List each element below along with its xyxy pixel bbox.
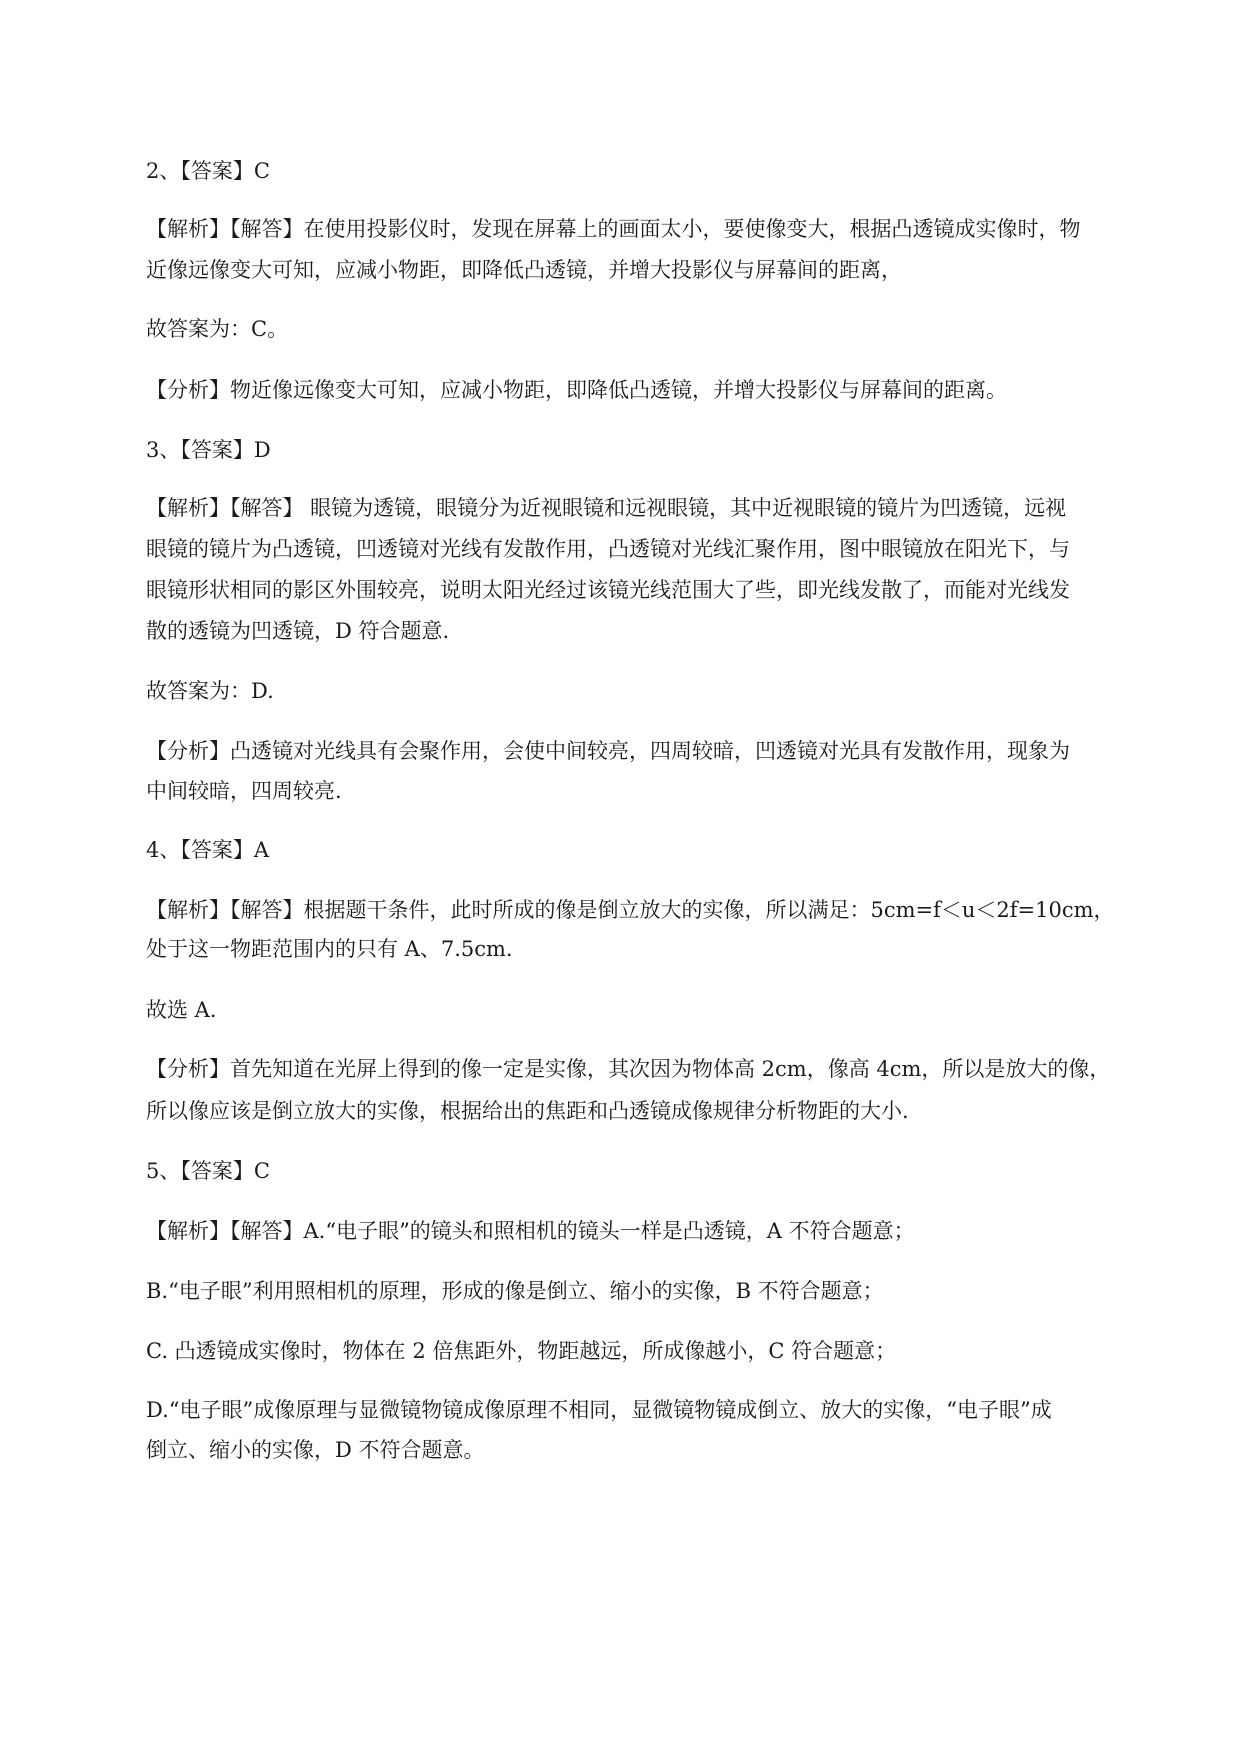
answer-3-explanation-line-1: 【解析】【解答】 眼镜为透镜，眼镜分为近视眼镜和远视眼镜，其中近视眼镜的镜片为凹透镜，远视 bbox=[146, 496, 1067, 520]
answer-2-heading: 2、【答案】C bbox=[146, 159, 270, 183]
answer-4-analysis-line-2: 所以像应该是倒立放大的实像，根据给出的焦距和凸透镜成像规律分析物距的大小. bbox=[146, 1099, 909, 1123]
answer-3-analysis-line-2: 中间较暗，四周较亮. bbox=[146, 779, 342, 803]
answer-4-explanation-line-1: 【解析】【解答】根据题干条件，此时所成的像是倒立放大的实像，所以满足：5cm=f＜u＜2f=10cm， bbox=[146, 898, 1115, 922]
answer-3-explanation-line-2: 眼镜的镜片为凸透镜，凹透镜对光线有发散作用，凸透镜对光线汇聚作用，图中眼镜放在阳光下，与 bbox=[146, 537, 1070, 561]
answer-3-conclusion: 故答案为：D. bbox=[146, 679, 274, 703]
answer-5-option-a: 【解析】【解答】A.“电子眼”的镜头和照相机的镜头一样是凸透镜，A 不符合题意； bbox=[146, 1219, 915, 1243]
answer-3-analysis-line-1: 【分析】凸透镜对光线具有会聚作用，会使中间较亮，四周较暗，凹透镜对光具有发散作用，现象为 bbox=[146, 739, 1070, 763]
answer-5-heading: 5、【答案】C bbox=[146, 1159, 270, 1183]
answer-5-option-d-line-2: 倒立、缩小的实像，D 不符合题意。 bbox=[146, 1438, 485, 1462]
answer-3-explanation-line-4: 散的透镜为凹透镜，D 符合题意. bbox=[146, 619, 450, 643]
answer-2-explanation-line-2: 近像远像变大可知，应减小物距，即降低凸透镜，并增大投影仪与屏幕间的距离， bbox=[146, 258, 902, 282]
answer-4-heading: 4、【答案】A bbox=[146, 838, 270, 862]
answer-3-explanation-line-3: 眼镜形状相同的影区外围较亮，说明太阳光经过该镜光线范围大了些，即光线发散了，而能对光线发 bbox=[146, 578, 1070, 602]
answer-5-option-d-line-1: D.“电子眼”成像原理与显微镜物镜成像原理不相同，显微镜物镜成倒立、放大的实像，“电子眼”成 bbox=[146, 1398, 1052, 1422]
answer-4-conclusion: 故选 A. bbox=[146, 998, 217, 1022]
answer-5-option-b: B.“电子眼”利用照相机的原理，形成的像是倒立、缩小的实像，B 不符合题意； bbox=[146, 1279, 884, 1303]
answer-4-analysis-line-1: 【分析】首先知道在光屏上得到的像一定是实像，其次因为物体高 2cm，像高 4cm，所以是放大的像， bbox=[146, 1057, 1111, 1081]
answer-2-explanation-line-1: 【解析】【解答】在使用投影仪时，发现在屏幕上的画面太小，要使像变大，根据凸透镜成实像时，物 bbox=[146, 217, 1081, 241]
answer-3-heading: 3、【答案】D bbox=[146, 438, 271, 462]
answer-5-option-c: C. 凸透镜成实像时，物体在 2 倍焦距外，物距越远，所成像越小，C 符合题意； bbox=[146, 1339, 897, 1363]
answer-2-conclusion: 故答案为：C。 bbox=[146, 317, 289, 341]
answer-2-analysis: 【分析】物近像远像变大可知，应减小物距，即降低凸透镜，并增大投影仪与屏幕间的距离。 bbox=[146, 378, 1007, 402]
answer-4-explanation-line-2: 处于这一物距范围内的只有 A、7.5cm. bbox=[146, 937, 513, 961]
